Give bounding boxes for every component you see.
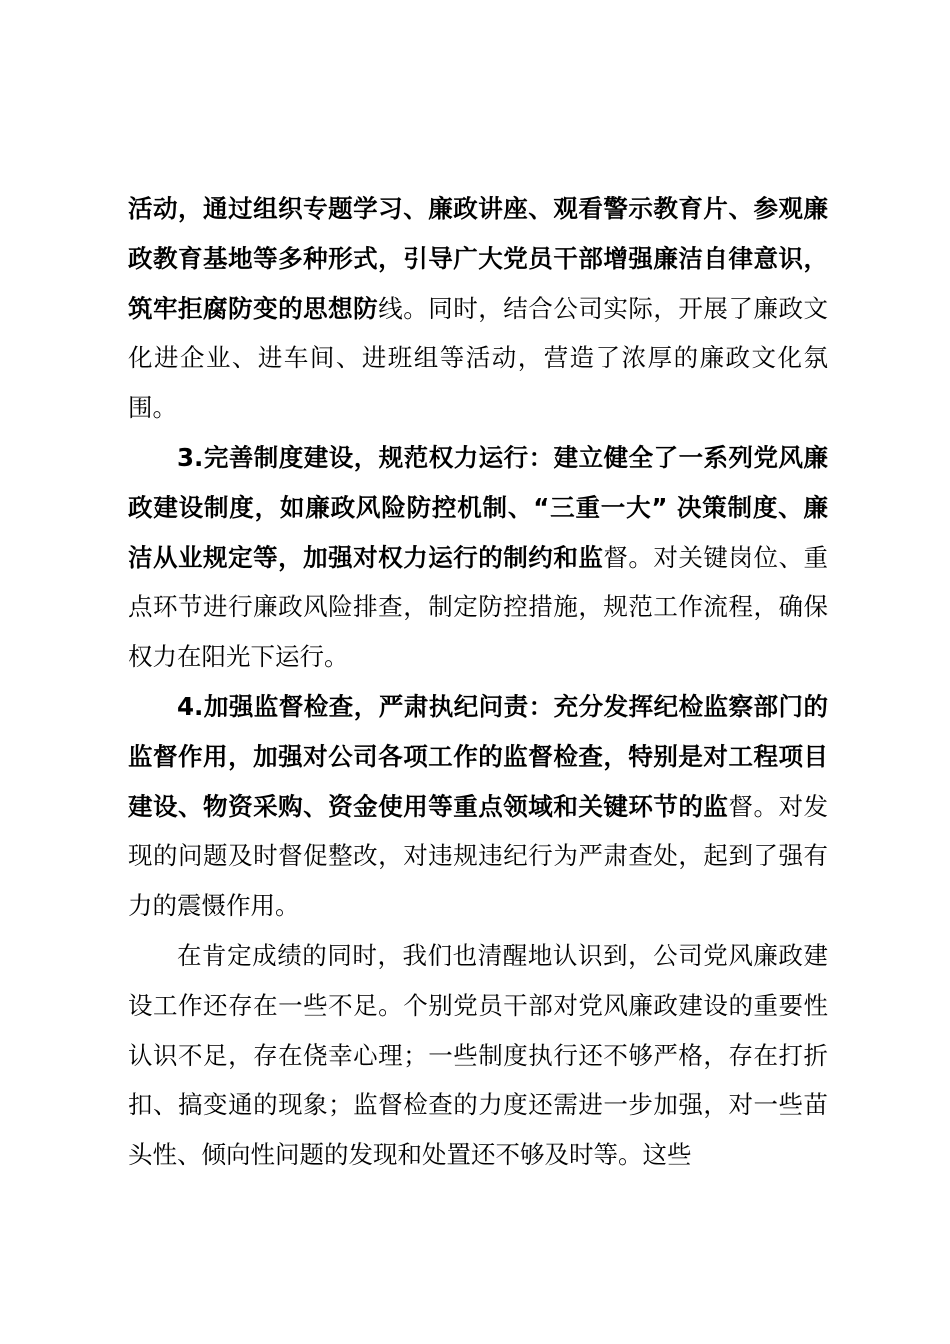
paragraph-supervision	[128, 682, 828, 931]
paragraph-bold-text: 4.加强监督检查，严肃执纪问责：充分发挥纪检监察部门的监督作用，加强对公司各项工作的监督检查，特别是对工程项目建设、物资采购、资金使用等重点领域和关键环节的监	[128, 691, 828, 821]
paragraph-system-building	[128, 433, 828, 682]
paragraph-education-activities	[128, 184, 828, 433]
paragraph-text: 督。对关键岗位、重点环节进行廉政风险排查，制定防控措施，规范工作流程，确保权力在阳光下运行。	[128, 542, 829, 672]
paragraph-bold-text: 活动，通过组织专题学习、廉政讲座、观看警示教育片、参观廉政教育基地等多种形式，引导广大党员干部增强廉洁自律意识，筑牢拒腐防变的思想防	[128, 194, 828, 323]
paragraph-bold-text: 3.完善制度建设，规范权力运行：建立健全了一系列党风廉政建设制度，如廉政风险防控机制、“三重一大” 决策制度、廉洁从业规定等，加强对权力运行的制约和监	[128, 442, 828, 572]
document-body	[128, 184, 828, 1180]
paragraph-text: 在肯定成绩的同时，我们也清醒地认识到，公司党风廉政建设工作还存在一些不足。个别党员干部对党风廉政建设的重要性认识不足，存在侥幸心理；一些制度执行还不够严格，存在打折扣、搞变通的现象；监督检查的力度还需进一步加强，对一些苗头性、倾向性问题的发现和处置还不够及时等。这些	[128, 940, 828, 1170]
paragraph-text: 督。对发现的问题及时督促整改，对违规违纪行为严肃查处，起到了强有力的震慑作用。	[128, 791, 829, 921]
paragraph-shortcomings	[128, 931, 828, 1180]
paragraph-text: 线。同时，结合公司实际，开展了廉政文化进企业、进车间、进班组等活动，营造了浓厚的廉政文化氛围。	[128, 293, 829, 423]
